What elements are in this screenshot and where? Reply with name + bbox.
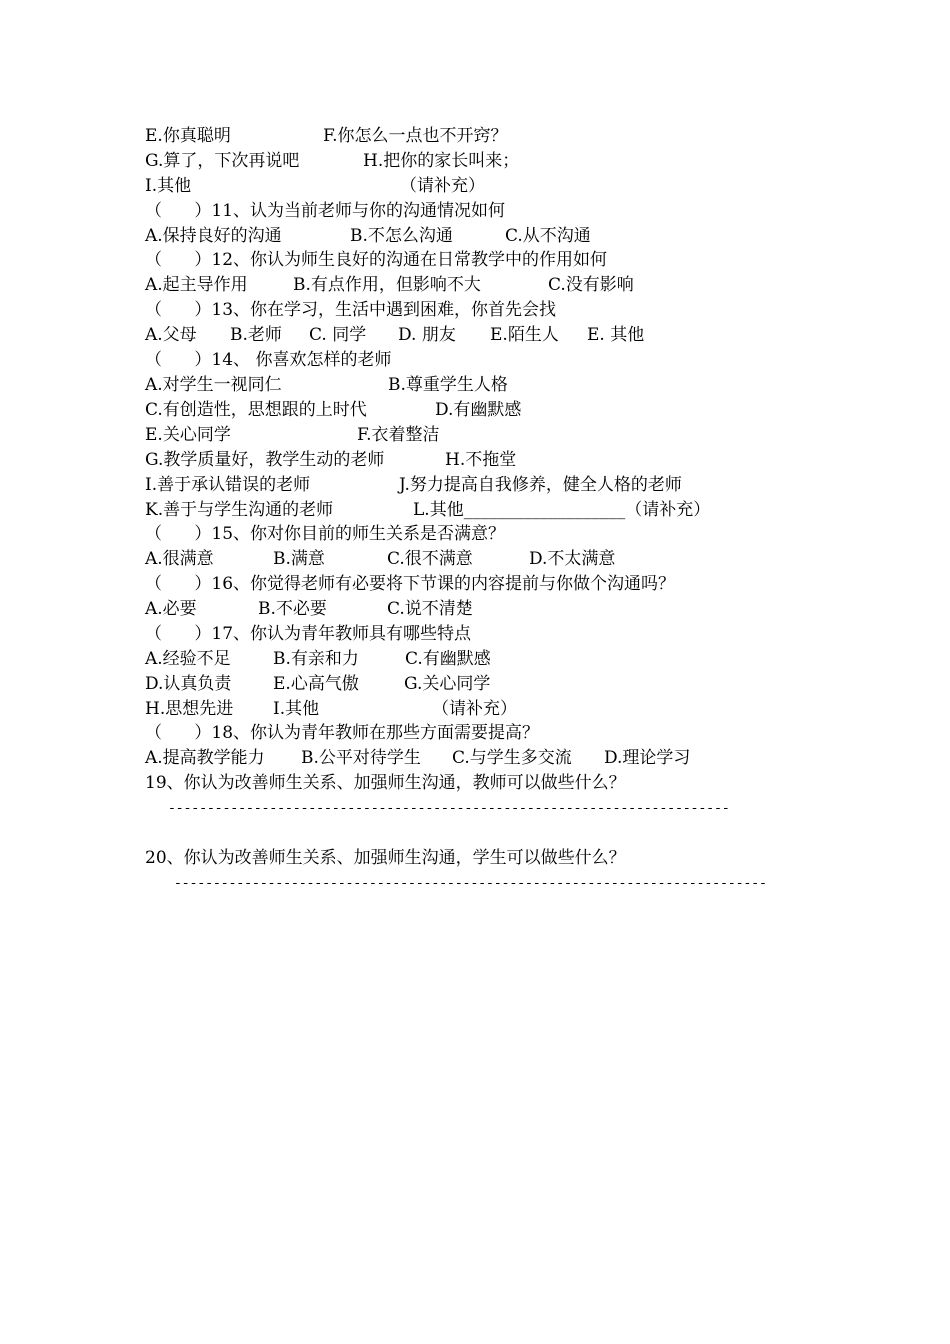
q14-options-row-3	[145, 423, 440, 448]
q14-option-i: I.善于承认错误的老师	[145, 475, 311, 495]
q17-question: （ ）17、你认为青年教师具有哪些特点	[145, 624, 472, 644]
q11-option-b: B.不怎么沟通	[350, 226, 453, 246]
q16-option-b: B.不必要	[258, 599, 327, 619]
q13-options	[145, 323, 645, 348]
q18-question: （ ）18、你认为青年教师在那些方面需要提高？	[145, 723, 540, 743]
q15-question: （ ）15、你对你目前的师生关系是否满意？	[145, 524, 506, 544]
q14-option-f: F.衣着整洁	[357, 425, 440, 445]
q17-option-e: E.心高气傲	[273, 674, 359, 694]
q17-options-row-2	[145, 672, 491, 697]
q17-option-c: C.有幽默感	[405, 649, 491, 669]
q14-question: （ ）14、 你喜欢怎样的老师	[145, 350, 392, 370]
q10-option-h: H.把你的家长叫来；	[363, 151, 520, 171]
q17-option-h: H.思想先进	[145, 699, 234, 719]
q10-option-g: G.算了，下次再说吧	[145, 151, 300, 171]
q10-options-row-2	[145, 149, 520, 174]
q13-option-f: E. 其他	[587, 325, 645, 345]
q12-options	[145, 273, 634, 298]
q14-options-row-1	[145, 373, 508, 398]
q17-option-g: G.关心同学	[404, 674, 491, 694]
q12-question: （ ）12、你认为师生良好的沟通在日常教学中的作用如何	[145, 250, 608, 270]
q11-question: （ ）11、认为当前老师与你的沟通情况如何	[145, 201, 506, 221]
q11-option-a: A.保持良好的沟通	[145, 226, 282, 246]
q14-option-c: C.有创造性，思想跟的上时代	[145, 400, 367, 420]
q15-option-b: B.满意	[273, 549, 325, 569]
q19-question: 19、你认为改善师生关系、加强师生沟通，教师可以做些什么？	[145, 773, 626, 793]
q14-option-j: J.努力提高自我修养，健全人格的老师	[399, 475, 682, 495]
q13-option-b: B.老师	[230, 325, 282, 345]
q17-option-a: A.经验不足	[145, 649, 231, 669]
q17-supplement-note: （请补充）	[432, 699, 517, 719]
q14-option-l: L.其他___________________（请补充）	[413, 500, 711, 520]
q16-options	[145, 597, 473, 622]
q20-question: 20、你认为改善师生关系、加强师生沟通，学生可以做些什么？	[145, 848, 626, 868]
q14-option-e: E.关心同学	[145, 425, 231, 445]
q19-answer-line[interactable]: ------------------------------------------------------------------------	[168, 801, 730, 816]
q10-options-row-1	[145, 124, 508, 149]
q16-question: （ ）16、你觉得老师有必要将下节课的内容提前与你做个沟通吗？	[145, 574, 676, 594]
q14-option-d: D.有幽默感	[435, 400, 522, 420]
q16-option-c: C.说不清楚	[387, 599, 473, 619]
q17-option-i: I.其他	[273, 699, 320, 719]
q18-option-b: B.公平对待学生	[301, 748, 421, 768]
q17-option-b: B.有亲和力	[273, 649, 359, 669]
q14-options-row-4	[145, 448, 517, 473]
q11-option-c: C.从不沟通	[505, 226, 591, 246]
q14-option-g: G.教学质量好，教学生动的老师	[145, 450, 385, 470]
q13-option-d: D. 朋友	[398, 325, 456, 345]
q18-option-c: C.与学生多交流	[452, 748, 572, 768]
q14-option-b: B.尊重学生人格	[388, 375, 508, 395]
q15-option-c: C.很不满意	[387, 549, 473, 569]
q15-option-d: D.不太满意	[529, 549, 616, 569]
q17-options-row-3	[145, 697, 517, 722]
q14-option-h: H.不拖堂	[445, 450, 517, 470]
q17-option-d: D.认真负责	[145, 674, 232, 694]
q10-options-row-3	[145, 174, 485, 199]
q14-options-row-2	[145, 398, 522, 423]
q14-options-row-5	[145, 473, 682, 498]
q10-option-e: E.你真聪明	[145, 126, 231, 146]
q13-option-c: C. 同学	[309, 325, 367, 345]
q13-option-a: A.父母	[145, 325, 197, 345]
q13-option-e: E.陌生人	[490, 325, 559, 345]
q12-option-c: C.没有影响	[548, 275, 634, 295]
q13-question: （ ）13、你在学习，生活中遇到困难，你首先会找	[145, 300, 557, 320]
q18-option-d: D.理论学习	[604, 748, 691, 768]
q20-answer-line[interactable]: ----------------------------------------------------------------------------	[174, 876, 767, 891]
q10-option-i: I.其他	[145, 176, 192, 196]
q14-options-row-6	[145, 498, 711, 523]
q18-option-a: A.提高教学能力	[145, 748, 265, 768]
q18-options	[145, 746, 691, 771]
q14-option-k: K.善于与学生沟通的老师	[145, 500, 334, 520]
q10-option-f: F.你怎么一点也不开窍？	[323, 126, 508, 146]
q17-options-row-1	[145, 647, 491, 672]
q11-options	[145, 224, 591, 249]
q10-supplement-note: （请补充）	[400, 176, 485, 196]
q16-option-a: A.必要	[145, 599, 197, 619]
q15-options	[145, 547, 616, 572]
q12-option-a: A.起主导作用	[145, 275, 248, 295]
q12-option-b: B.有点作用，但影响不大	[293, 275, 481, 295]
q15-option-a: A.很满意	[145, 549, 214, 569]
q14-option-a: A.对学生一视同仁	[145, 375, 282, 395]
